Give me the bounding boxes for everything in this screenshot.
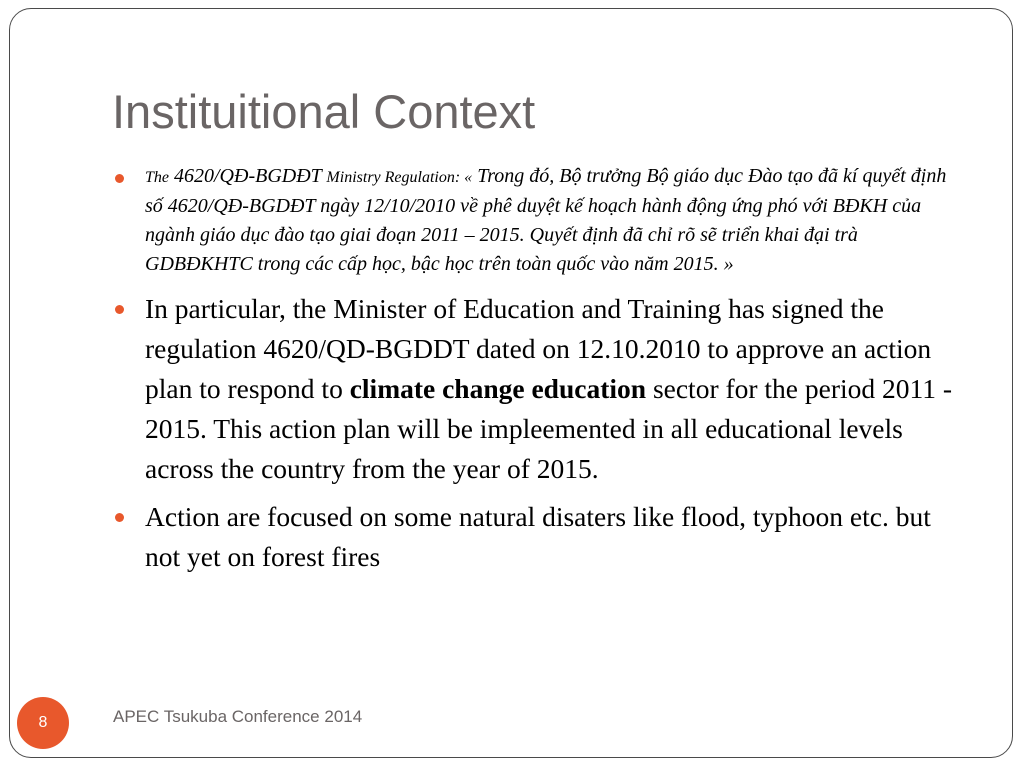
slide-title: Instituitional Context <box>112 85 536 138</box>
bullet1-regulation: 4620/QĐ-BGDĐT <box>169 165 327 187</box>
bullet1-quote: Trong đó, Bộ trưởng Bộ giáo dục Đào tạo đã kí quyết định số 4620/QĐ-BGDĐT ngày 12/10/2010 về phê duyệt kế hoạch hành động ứng phó với BĐKH của ngành giáo dục đào tạo giai đoạn 2011 – 2015. Quyết định đã chỉ rõ sẽ triển khai đại trà GDBĐKHTC trong các cấp học, bậc học trên toàn quốc vào năm 2015. » <box>145 165 947 275</box>
bullet-list <box>115 162 965 577</box>
page-number-badge <box>17 697 69 749</box>
bullet2-bold-phrase: climate change education <box>349 373 647 404</box>
bullet2-text-start: In particular, the Minister of Education and Training has signed the regulation 4620/QD-BGDDT dated on 12.10.2010 to approve an action plan to respond to <box>145 293 932 404</box>
bullet1-prefix: The <box>145 169 169 186</box>
bullet2-text-end: sector for the period 2011 - 2015. This action plan will be impleemented in all educational levels across the country from the year of 2015. <box>145 373 953 484</box>
bullet-dot-icon <box>115 513 124 522</box>
bullet3-text: Action are focused on some natural disaters like flood, typhoon etc. but not yet on forest fires <box>145 501 931 572</box>
bullet-regulation-quote <box>115 162 965 279</box>
bullet-dot-icon <box>115 174 124 183</box>
footer-conference: APEC Tsukuba Conference 2014 <box>113 707 363 726</box>
bullet-dot-icon <box>115 305 124 314</box>
bullet1-label: Ministry Regulation: « <box>326 169 473 186</box>
page-number: 8 <box>38 714 48 731</box>
bullet-focus <box>115 497 965 577</box>
bullet-action-plan <box>115 289 965 489</box>
